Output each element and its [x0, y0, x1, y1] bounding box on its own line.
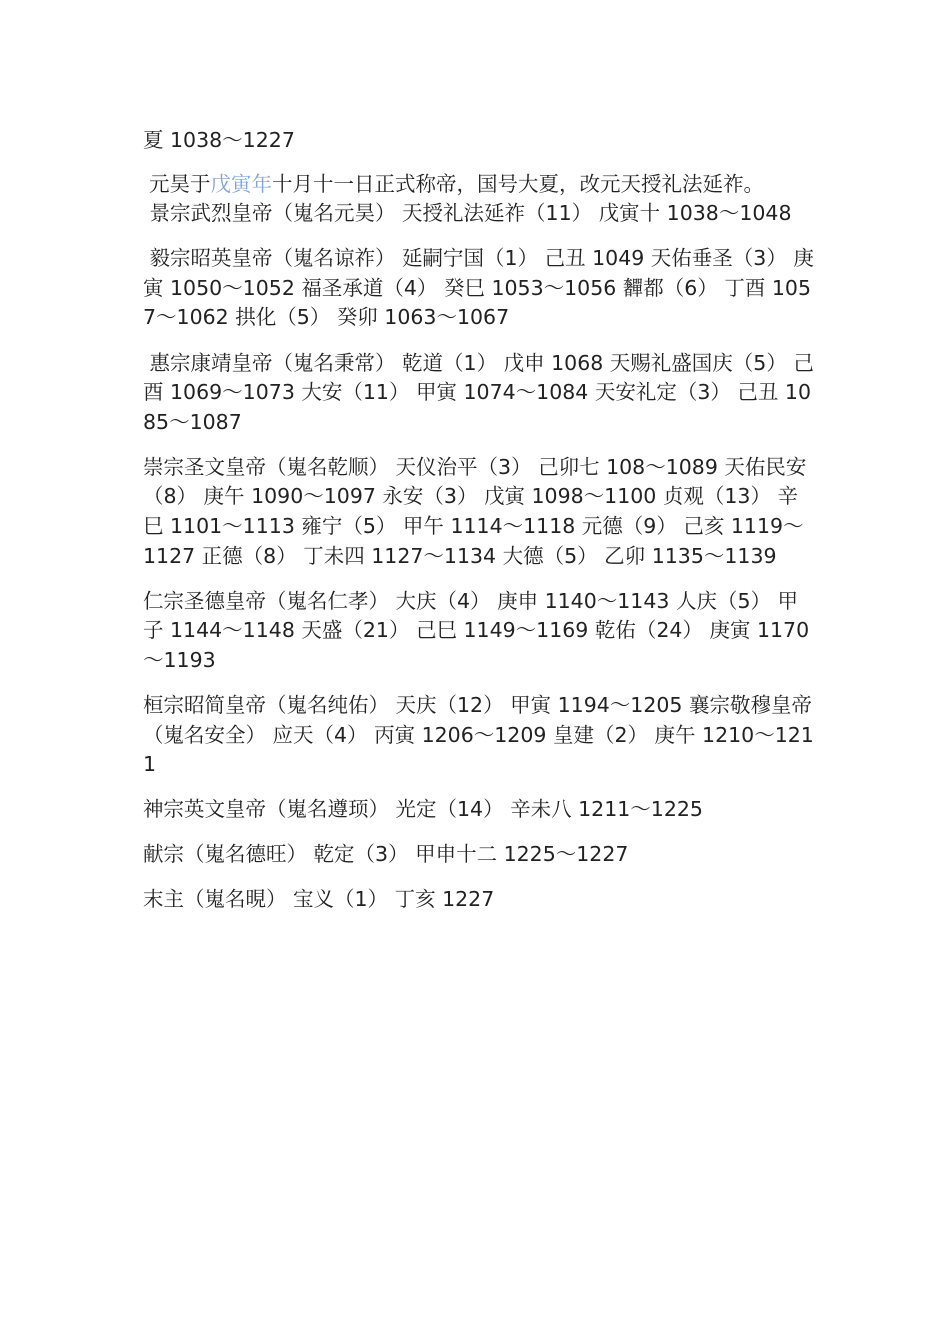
- reign-paragraph-renzong: 仁宗圣德皇帝（嵬名仁孝） 大庆（4） 庚申 1140～1143 人庆（5） 甲子 1144～1148 天盛（21） 己巳 1149～1169 乾佑（24） 庚寅 1170～1193: [143, 588, 810, 672]
- reign-paragraph-chongzong: 崇宗圣文皇帝（嵬名乾顺） 天仪治平（3） 己卯七 108～1089 天佑民安（8） 庚午 1090～1097 永安（3） 戊寅 1098～1100 贞观（13） 辛巳 1101～1113 雍宁（5） 甲午 1114～1118 元德（9） 己亥 1119～1127 正德（8） 丁未四 1127～1134 大德（5） 乙卯 1135～1139: [143, 454, 807, 568]
- reign-paragraph-mozhu: 末主（嵬名晛） 宝义（1） 丁亥 1227: [143, 887, 495, 912]
- intro-text-after: 十月十一日正式称帝，国号大夏，改元天授礼法延祚。: [272, 171, 764, 196]
- reign-paragraph-yizong: 毅宗昭英皇帝（嵬名谅祚） 延嗣宁国（1） 己丑 1049 天佑垂圣（3） 庚寅 1050～1052 福圣承道（4） 癸巳 1053～1056 奲都（6） 丁酉 1057～1062 拱化（5） 癸卯 1063～1067: [143, 246, 814, 330]
- intro-paragraph: [143, 170, 815, 200]
- section-heading: 夏 1038～1227: [143, 128, 295, 152]
- reign-paragraph-xianzong: 献宗（嵬名德旺） 乾定（3） 甲申十二 1225～1227: [143, 842, 629, 867]
- reign-paragraph-huanzong: 桓宗昭简皇帝（嵬名纯佑） 天庆（12） 甲寅 1194～1205 襄宗敬穆皇帝（嵬名安全） 应天（4） 丙寅 1206～1209 皇建（2） 庚午 1210～1211: [143, 693, 814, 777]
- reign-paragraph-huizong: 惠宗康靖皇帝（嵬名秉常） 乾道（1） 戊申 1068 天赐礼盛国庆（5） 己酉 1069～1073 大安（11） 甲寅 1074～1084 天安礼定（3） 己丑 1085～1087: [143, 350, 814, 434]
- document-body: [143, 126, 815, 931]
- reign-paragraph-shenzong: 神宗英文皇帝（嵬名遵顼） 光定（14） 辛未八 1211～1225: [143, 797, 703, 822]
- reign-paragraph-jingzong: 景宗武烈皇帝（嵬名元昊） 天授礼法延祚（11） 戊寅十 1038～1048: [143, 201, 792, 226]
- intro-text-before: 元昊于: [149, 171, 211, 196]
- year-link[interactable]: 戊寅年: [210, 171, 272, 196]
